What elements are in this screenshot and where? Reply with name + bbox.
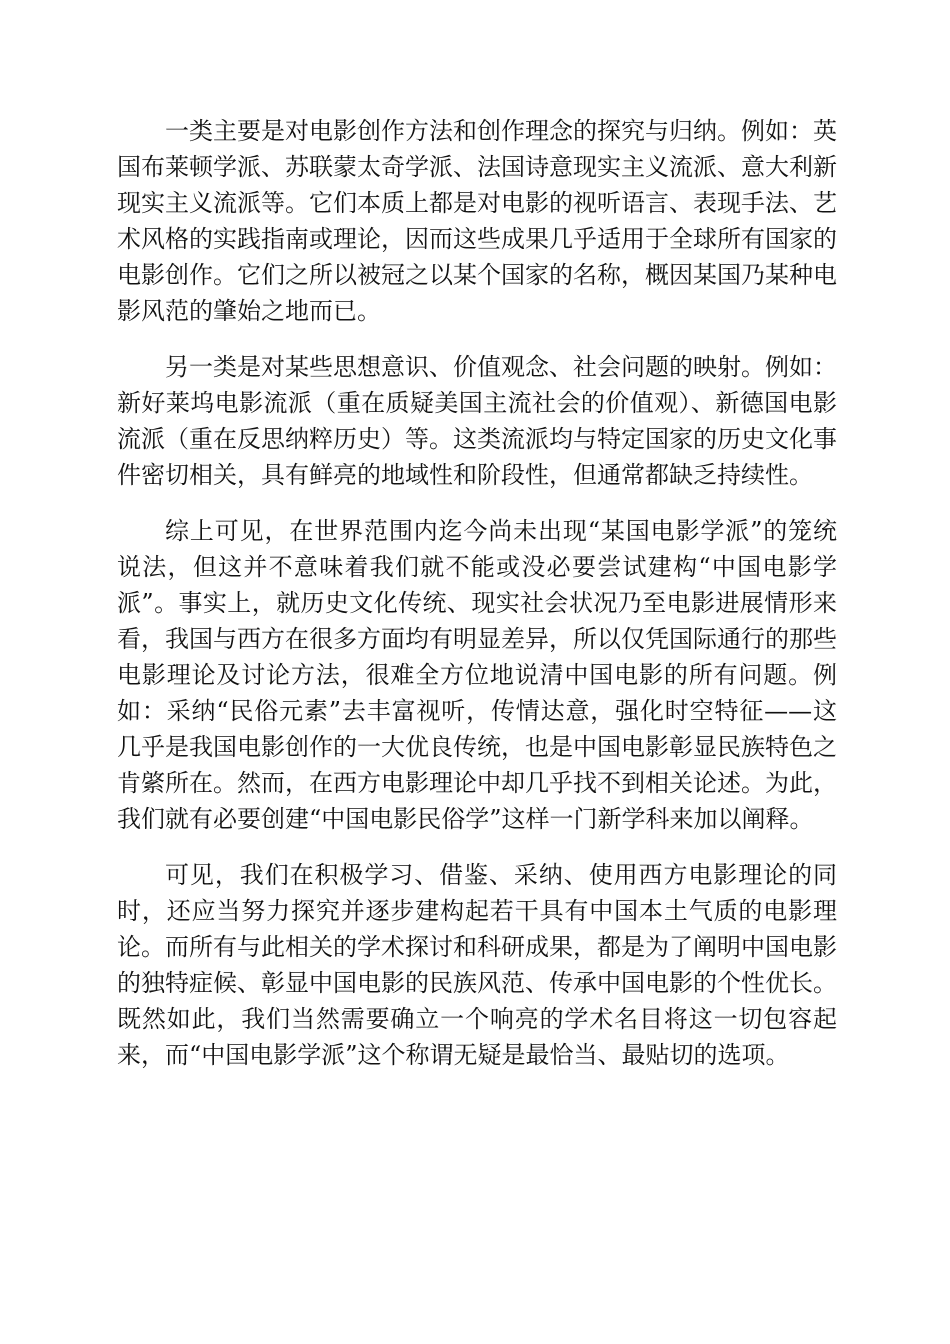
- paragraph-1: 一类主要是对电影创作方法和创作理念的探究与归纳。例如：英国布莱顿学派、苏联蒙太奇学派、法国诗意现实主义流派、意大利新现实主义流派等。它们本质上都是对电影的视听语言、表现手法、艺术风格的实践指南或理论，因而这些成果几乎适用于全球所有国家的电影创作。它们之所以被冠之以某个国家的名称，概因某国乃某种电影风范的肇始之地而已。: [117, 117, 837, 325]
- document-body: [117, 113, 837, 1093]
- paragraph-3: 综上可见，在世界范围内迄今尚未出现“某国电影学派”的笼统说法，但这并不意味着我们就不能或没必要尝试建构“中国电影学派”。事实上，就历史文化传统、现实社会状况乃至电影进展情形来看，我国与西方在很多方面均有明显差异，所以仅凭国际通行的那些电影理论及讨论方法，很难全方位地说清中国电影的所有问题。例如：采纳“民俗元素”去丰富视听，传情达意，强化时空特征——这几乎是我国电影创作的一大优良传统，也是中国电影彰显民族特色之肯綮所在。然而，在西方电影理论中却几乎找不到相关论述。为此，我们就有必要创建“中国电影民俗学”这样一门新学科来加以阐释。: [117, 517, 837, 833]
- paragraph-2: 另一类是对某些思想意识、价值观念、社会问题的映射。例如：新好莱坞电影流派（重在质疑美国主流社会的价值观）、新德国电影流派（重在反思纳粹历史）等。这类流派均与特定国家的历史文化事件密切相关，具有鲜亮的地域性和阶段性，但通常都缺乏持续性。: [117, 353, 837, 489]
- paragraph-4: 可见，我们在积极学习、借鉴、采纳、使用西方电影理论的同时，还应当努力探究并逐步建构起若干具有中国本土气质的电影理论。而所有与此相关的学术探讨和科研成果，都是为了阐明中国电影的独特症候、彰显中国电影的民族风范、传承中国电影的个性优长。既然如此，我们当然需要确立一个响亮的学术名目将这一切包容起来，而“中国电影学派”这个称谓无疑是最恰当、最贴切的选项。: [117, 861, 837, 1069]
